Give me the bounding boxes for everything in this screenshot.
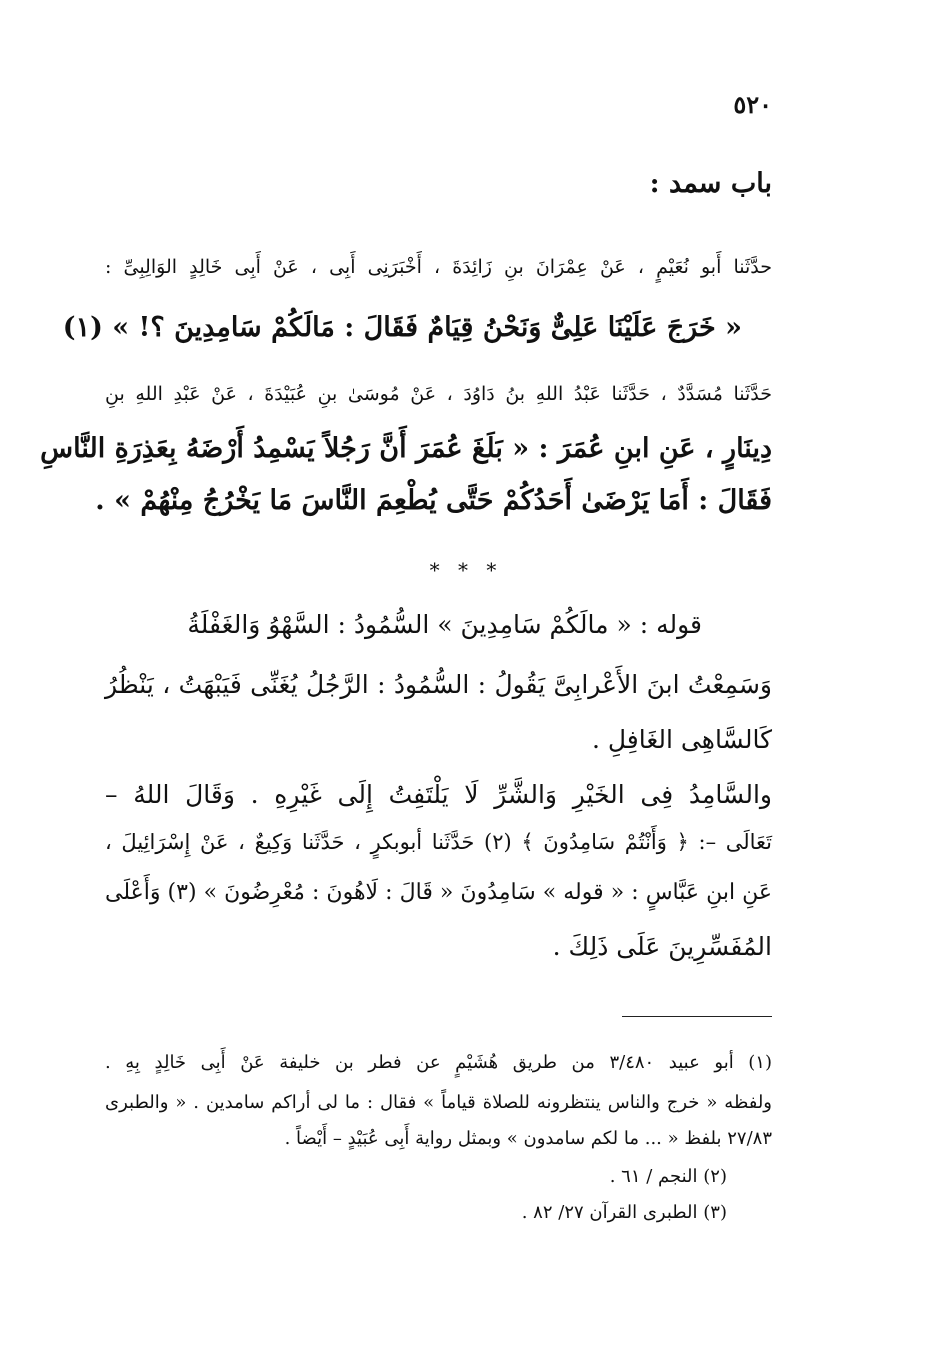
commentary-line-2: وَسَمِعْتُ ابنَ الأَعْرابِىَّ يَقُولُ : السُّمُودُ : الرَّجُلُ يُغَنِّى فَيَبْهَتُ ، يَنْظُرُ <box>105 670 772 699</box>
hadith-1-isnad: حدَّثَنا أَبو نُعَيْمٍ ، عَنْ عِمْرَانَ بنِ زَائِدَةَ ، أَخْبَرَنِى أَبِى ، عَنْ أَبِى خَالِدٍ الوَالِبِىِّ : <box>105 256 772 278</box>
hadith-2-line-3: فَقَالَ : أَمَا يَرْضَىٰ أَحَدُكُمْ حَتَّى يُطْعِمَ النَّاسَ مَا يَخْرُجُ مِنْهُمْ » . <box>95 485 772 516</box>
commentary-line-6: عَنِ ابنِ عَبَّاسٍ : « قوله » سَامِدُونَ « قَالَ : لَاهُونَ : مُعْرِضُونَ » (٣) وَأَعْلَى <box>105 880 773 905</box>
commentary-line-7: المُفَسِّرِينَ عَلَى ذَلِكَ . <box>552 932 772 961</box>
footnote-rule <box>622 1016 772 1017</box>
chapter-heading: باب سمد : <box>649 168 772 199</box>
footnote-1-line-1: (١) أبو عبيد ٣/٤٨٠ من طريق هُشَيْمٍ عن فطر بن خليفة عَنْ أَبِى خَالِدٍ بِهِ . <box>105 1052 772 1073</box>
commentary-line-3: كَالسَّاهِى الغَافِلِ . <box>591 725 772 754</box>
footnote-3: (٣) الطبرى القرآن ٢٧/ ٨٢ . <box>521 1202 727 1223</box>
footnote-1-line-3: ٢٧/٨٣ بلفظ « ... ما لكم سامدون » وبمثل رواية أَبِى عُبَيْدٍ – أَيْضاً . <box>284 1128 772 1149</box>
commentary-line-4: والسَّامِدُ فِى الخَيْرِ وَالشَّرِّ لَا يَلْتَفِتُ إِلَى غَيْرِهِ . وَقَالَ اللهُ – <box>105 780 772 809</box>
footnote-2: (٢) النجم / ٦١ . <box>609 1166 727 1187</box>
footnote-1-line-2: ولفظه « خرج والناس ينتظرونه للصلاة قياماً » فقال : ما لى أراكم سامدين . « والطبرى <box>105 1092 772 1113</box>
commentary-line-5: تَعَالَى –: ﴿ وَأَنْتُمْ سَامِدُونَ ﴾ (٢) حَدَّثَنا أبوبكرٍ ، حَدَّثَنا وَكِيعٌ ، عَنْ إِسْرَائِيلَ ، <box>105 830 772 854</box>
page-number: ٥٢٠ <box>733 90 772 119</box>
commentary-line-1: قوله : « مالَكُمْ سَامِدِينَ » السُّمُودُ : السَّهْوُ وَالغَفْلَةُ <box>187 610 702 639</box>
hadith-1-matn: « خَرَجَ عَلَيْنَا عَلِىٌّ وَنَحْنُ قِيَامٌ فَقَالَ : مَالَكُمْ سَامِدِينَ ؟! » (١) <box>62 312 742 343</box>
hadith-2-line-1: حَدَّثَنا مُسَدَّدٌ ، حَدَّثَنا عَبْدُ اللهِ بنُ دَاوُدَ ، عَنْ مُوسَىٰ بنِ عُبَيْدَةَ ، عَنْ عَبْدِ اللهِ بنِ <box>105 383 772 405</box>
section-separator: * * * <box>429 558 503 582</box>
hadith-2-line-2: دِينَارٍ ، عَنِ ابنِ عُمَرَ : « بَلَغَ عُمَرَ أَنَّ رَجُلاً يَسْمِدُ أَرْضَهُ بِعَذِرَةِ النَّاسِ <box>40 433 772 464</box>
